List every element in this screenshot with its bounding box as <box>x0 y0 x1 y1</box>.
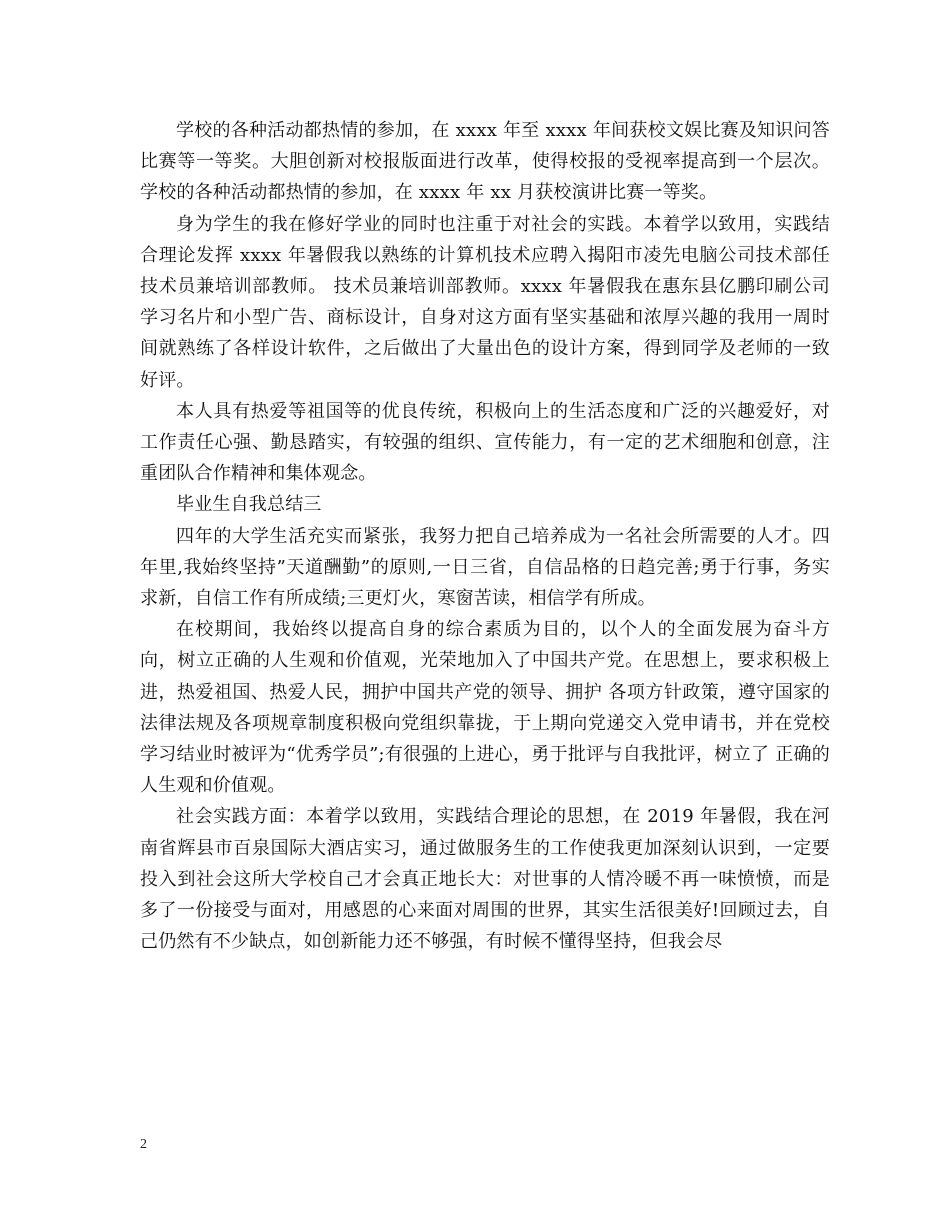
paragraph-activities: 学校的各种活动都热情的参加，在 xxxx 年至 xxxx 年间获校文娱比赛及知识问答比赛等一等奖。大胆创新对校报版面进行改革，使得校报的受视率提高到一个层次。学校的各种活动都热情的参加，在 xxxx 年 xx 月获校演讲比赛一等奖。 <box>140 120 830 204</box>
paragraph-campus-period: 在校期间，我始终以提高自身的综合素质为目的，以个人的全面发展为奋斗方向，树立正确的人生观和价值观，光荣地加入了中国共产党。在思想上，要求积极上进，热爱祖国、热爱人民，拥护中国共产党的领导、拥护 各项方针政策，遵守国家的法律法规及各项规章制度积极向党组织靠拢，于上期向党递交入党申请书，并在党校学习结业时被评为“优秀学员”;有很强的上进心，勇于批评与自我批评，树立了 正确的人生观和价值观。 <box>140 619 830 797</box>
paragraph-university-life: 四年的大学生活充实而紧张，我努力把自己培养成为一名社会所需要的人才。四年里,我始终坚持”天道酬勤”的原则,一日三省，自信品格的日趋完善;勇于行事，务实求新，自信工作有所成绩;三更灯火，寒窗苦读，相信学有所成。 <box>140 525 830 610</box>
paragraph-personal-qualities: 本人具有热爱等祖国等的优良传统，积极向上的生活态度和广泛的兴趣爱好，对工作责任心强、勤恳踏实，有较强的组织、宣传能力，有一定的艺术细胞和创意，注重团队合作精神和集体观念。 <box>140 400 830 485</box>
document-body <box>140 115 830 957</box>
paragraph-internship: 社会实践方面：本着学以致用，实践结合理论的思想，在 2019 年暑假，我在河南省辉县市百泉国际大酒店实习，通过做服务生的工作使我更加深刻认识到，一定要投入到社会这所大学校自己才会真正地长大：对世事的人情冷暖不再一味愤愤，而是多了一份接受与面对，用感恩的心来面对周围的世界，其实生活很美好!回顾过去，自己仍然有不少缺点，如创新能力还不够强，有时候不懂得坚持，但我会尽 <box>140 806 830 953</box>
section-heading: 毕业生自我总结三 <box>176 494 322 516</box>
page-number: 2 <box>140 1137 147 1152</box>
paragraph-social-practice: 身为学生的我在修好学业的同时也注重于对社会的实践。本着学以致用，实践结合理论发挥 xxxx 年暑假我以熟练的计算机技术应聘入揭阳市凌先电脑公司技术部任技术员兼培训部教师。 技术员兼培训部教师。xxxx 年暑假我在惠东县亿鹏印刷公司学习名片和小型广告、商标设计，自身对这方面有坚实基础和浓厚兴趣的我用一周时间就熟练了各样设计软件，之后做出了大量出色的设计方案，得到同学及老师的一致好评。 <box>140 213 830 391</box>
